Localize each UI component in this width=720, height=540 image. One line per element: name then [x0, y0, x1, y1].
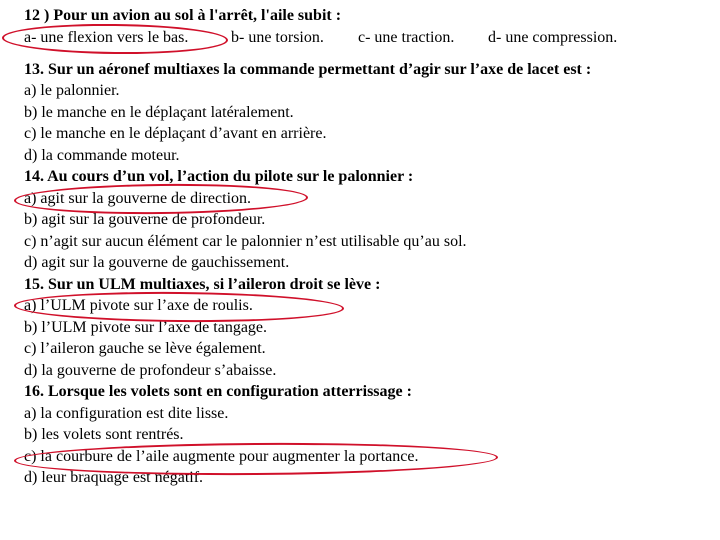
q14-option-b: b) agit sur la gouverne de profondeur. — [24, 211, 266, 228]
q16-option-d: d) leur braquage est négatif. — [24, 469, 204, 486]
q12-option-c: c- une traction. — [358, 29, 455, 46]
q12-option-a: a- une flexion vers le bas. — [24, 29, 189, 46]
q14-option-a: a) agit sur la gouverne de direction. — [24, 190, 252, 207]
q16-title: 16. Lorsque les volets sont en configuration atterrissage : — [24, 383, 412, 400]
q15-option-b: b) l’ULM pivote sur l’axe de tangage. — [24, 319, 268, 336]
q15-option-d: d) la gouverne de profondeur s’abaisse. — [24, 362, 277, 379]
q13-option-c: c) le manche en le déplaçant d’avant en arrière. — [24, 125, 327, 142]
q15-option-c: c) l’aileron gauche se lève également. — [24, 340, 266, 357]
q13-option-d: d) la commande moteur. — [24, 147, 180, 164]
q12-title: 12 ) Pour un avion au sol à l'arrêt, l'aile subit : — [24, 7, 342, 24]
q13-option-a: a) le palonnier. — [24, 82, 120, 99]
q15-option-a: a) l’ULM pivote sur l’axe de roulis. — [24, 297, 253, 314]
q12-options — [24, 28, 617, 48]
q14-option-d: d) agit sur la gouverne de gauchissement. — [24, 254, 290, 271]
q14-title: 14. Au cours d’un vol, l’action du pilote sur le palonnier : — [24, 168, 414, 185]
q13-option-b: b) le manche en le déplaçant latéralement. — [24, 104, 294, 121]
q16-option-a: a) la configuration est dite lisse. — [24, 405, 229, 422]
q16-option-b: b) les volets sont rentrés. — [24, 426, 184, 443]
q16-option-c: c) la courbure de l’aile augmente pour augmenter la portance. — [24, 448, 419, 465]
q12-option-d: d- une compression. — [488, 29, 618, 46]
q14-option-c: c) n’agit sur aucun élément car le palonnier n’est utilisable qu’au sol. — [24, 233, 467, 250]
q13-title: 13. Sur un aéronef multiaxes la commande permettant d’agir sur l’axe de lacet est : — [24, 61, 592, 78]
q12-option-b: b- une torsion. — [231, 29, 324, 46]
q15-title: 15. Sur un ULM multiaxes, si l’aileron droit se lève : — [24, 276, 381, 293]
